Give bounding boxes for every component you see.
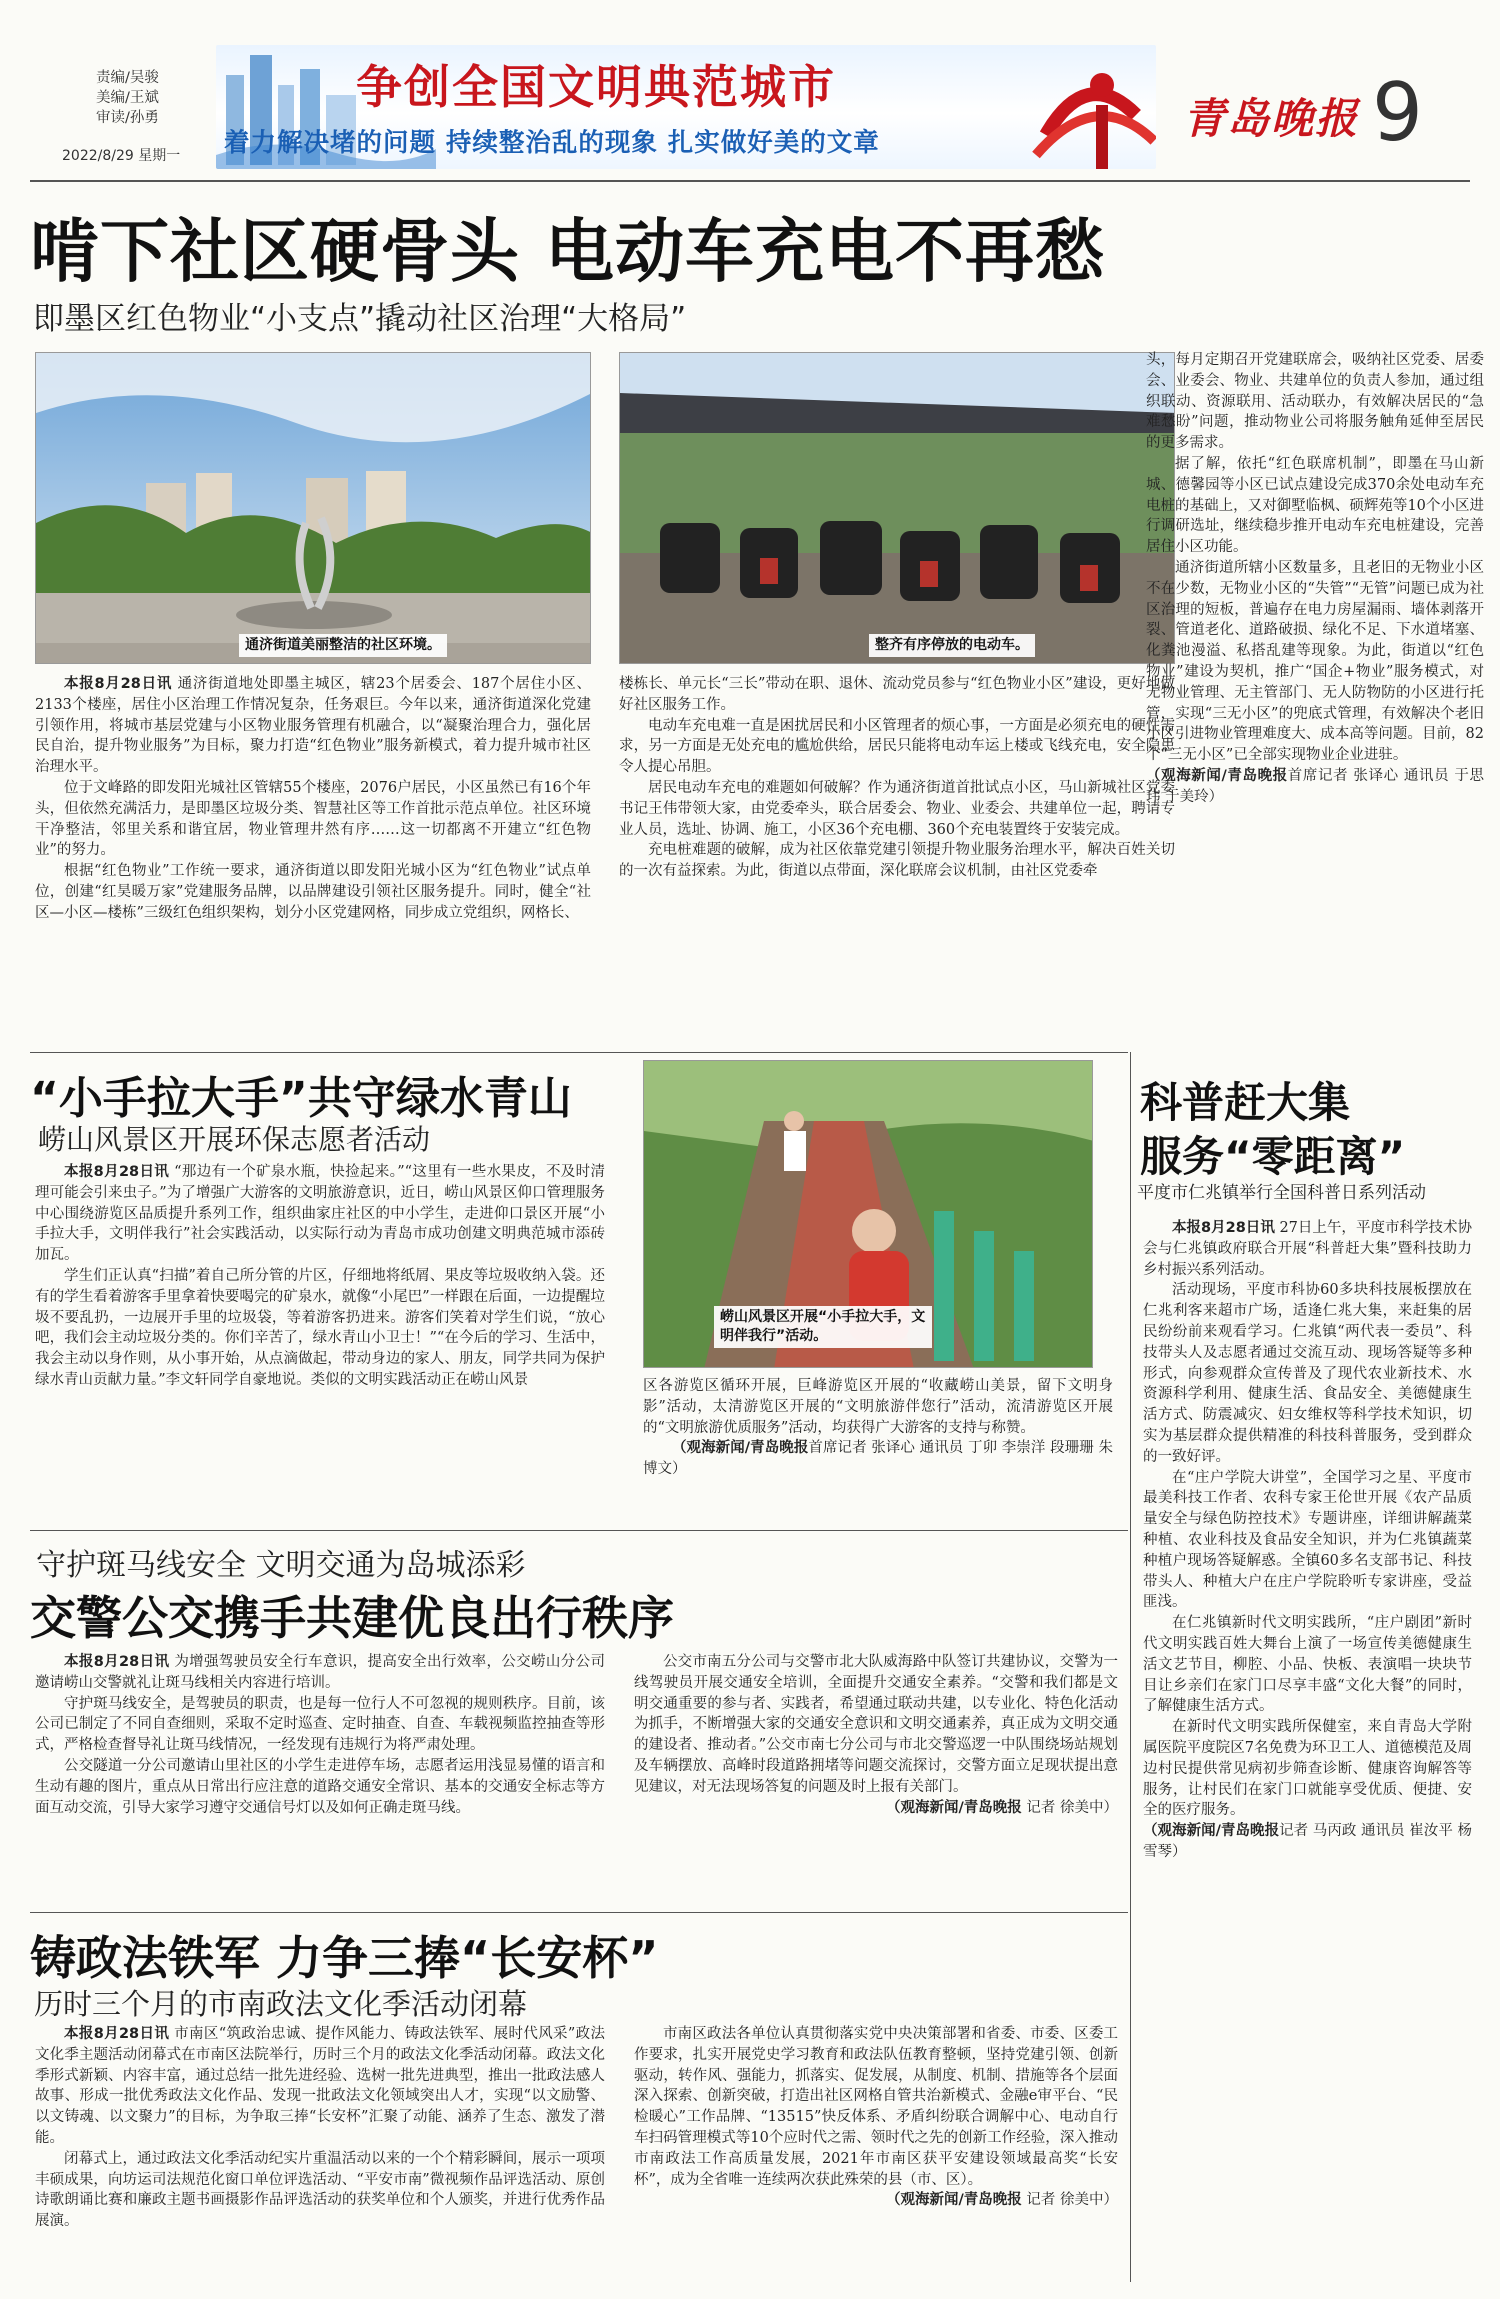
paragraph [35, 1652, 605, 1694]
paragraph [1143, 1468, 1472, 1614]
article4-kicker: 守护斑马线安全 文明交通为岛城添彩 [36, 1548, 526, 1583]
ebike-image [620, 353, 1175, 664]
volunteer-photo-caption: 崂山风景区开展“小手拉大手，文明伴我行”活动。 [714, 1306, 932, 1348]
paragraph [1143, 1280, 1472, 1467]
credit-reporters: 记者 徐美中） [1026, 2192, 1118, 2209]
paragraph [619, 840, 1175, 882]
paragraph-text: 电动车充电难一直是困扰居民和小区管理者的烦心事，一方面是必须充电的硬性需求，另一方面是无处充电的尴尬供给，居民只能将电动车运上楼或飞线充电，安全隐患令人提心吊胆。 [619, 717, 1175, 776]
credit-source: （观海新闻/青岛晚报 [885, 1799, 1022, 1816]
article4-credit [634, 1798, 1118, 1819]
paragraph [1146, 350, 1484, 454]
paragraph-text: 在新时代文明实践所保健室，来自青岛大学附属医院平度院区7名免费为环卫工人、道德模范及周边村民提供常见病初步筛查诊断、健康咨询解答等服务，让村民们在家门口就能享受优质、便捷、安全的医疗服务。 [1143, 1719, 1472, 1819]
paragraph-text: 根据“红色物业”工作统一要求，通济街道以即发阳光城小区为“红色物业”试点单位，创建“红昊暖万家”党建服务品牌，以品牌建设引领社区服务提升。同时，健全“社区—小区—楼栋”三级红色组织架构，划分小区党建网格，同步成立党组织，网格长、 [35, 863, 591, 921]
paragraph [35, 1266, 605, 1391]
article3-subhead: 平度市仁兆镇举行全国科普日系列活动 [1137, 1183, 1426, 1203]
paragraph [35, 2149, 605, 2232]
banner-title: 争创全国文明典范城市 [356, 60, 836, 114]
community-photo-caption: 通济街道美丽整洁的社区环境。 [239, 634, 447, 657]
header-rule [30, 180, 1470, 182]
article3-credit [1143, 1821, 1472, 1863]
paragraph-text: 通济街道地处即墨主城区，辖23个居委会、187个居住小区、2133个楼座，居住小区治理工作情况复杂，任务艰巨。今年以来，通济街道深化党建引领作用，将城市基层党建与小区物业服务管理有机融合，以“凝聚治理合力，强化居民自治，提升物业服务”为目标，聚力打造“红色物业”服务新模式，着力提升城市社区治理水平。 [35, 676, 592, 776]
paragraph [35, 861, 591, 923]
paragraph-text: 活动现场，平度市科协60多块科技展板摆放在仁兆利客来超市广场，适逢仁兆大集，来赶集的居民纷纷前来观看学习。仁兆镇“两代表一委员”、科技带头人及志愿者通过交流互动、现场答疑等多种形式，向参观群众宣传普及了现代农业新技术、水资源科学利用、健康生活、食品安全、美德健康生活方式、防震减灾、妇女维权等科学技术知识，切实为基层群众提供精准的科技科普服务，受到群众的一致好评。 [1143, 1282, 1472, 1465]
paragraph [35, 1694, 605, 1756]
paragraph [619, 674, 1175, 716]
ebike-photo [619, 352, 1175, 664]
credit-source: （观海新闻/青岛晚报 [885, 2192, 1022, 2209]
article2-headline: “小手拉大手”共守绿水青山 [30, 1073, 572, 1124]
credit-reporters: 首席记者 张译心 通讯员 丁卯 李崇洋 段珊珊 朱博文） [643, 1440, 1114, 1478]
editor-credits [96, 68, 216, 128]
article1-headline: 啃下社区硬骨头 电动车充电不再愁 [30, 212, 1106, 292]
article5-column2 [634, 2024, 1118, 2211]
page-number: 9 [1372, 66, 1423, 159]
article2-column2 [643, 1376, 1113, 1480]
credit-source: （观海新闻/青岛晚报 [672, 1440, 809, 1457]
credit-reporters: 首席记者 张译心 通讯员 于思玮 于美玲） [1146, 767, 1485, 805]
paragraph-text: 在仁兆镇新时代文明实践所，“庄户剧团”新时代文明实践百姓大舞台上演了一场宣传美德健康生活文艺节目，柳腔、小品、快板、表演唱一块块节目让乡亲们在家门口尽享丰盛“文化大餐”的同时，了解健康生活方式。 [1143, 1615, 1472, 1715]
article4-column2 [634, 1652, 1118, 1819]
paragraph [35, 1756, 605, 1818]
paragraph-text: “那边有一个矿泉水瓶，快捡起来。”“这里有一些水果皮，不及时清理可能会引来虫子。”为了增强广大游客的文明旅游意识，近日，崂山风景区仰口管理服务中心围绕游览区品质提升系列工作，组织曲家庄社区的中小学生，走进仰口景区开展“小手拉大手，文明伴我行”社会实践活动，以实际行动为青岛市成功创建文明典范城市添砖加瓦。 [35, 1164, 605, 1264]
paragraph-text: 通济街道所辖小区数量多，且老旧的无物业小区不在少数，无物业小区的“失管”“无管”问题已成为社区治理的短板，普遍存在电力房屋漏雨、墙体剥落开裂、管道老化、道路破损、绿化不足、下水道堵塞、化粪池漫溢、私搭乱建等现象。为此，街道以“红色物业”建设为契机，推广“国企+物业”服务模式，对无物业管理、无主管部门、无人防物防的小区进行托管，实现“三无小区”的兜底式管理，有效解决个老旧小区引进物业管理难度大、成本高等问题。目前，82个“三无小区”已全部实现物业企业进驻。 [1146, 559, 1484, 764]
article3-headline-line1: 科普赶大集 [1140, 1078, 1351, 1127]
volunteer-photo [643, 1060, 1093, 1368]
ebike-photo-caption: 整齐有序停放的电动车。 [869, 634, 1035, 657]
paragraph [619, 778, 1175, 840]
article2-column1 [35, 1162, 605, 1391]
newspaper-logo: 青岛晚报 [1183, 94, 1360, 143]
paragraph-text: 在“庄户学院大讲堂”，全国学习之星、平度市最美科技工作者、农科专家王伦世开展《农产品质量安全与绿色防控技术》专题讲座，详细讲解蔬菜种植、农业科技及食品安全知识，并为仁兆镇蔬菜种植户现场答疑解惑。全镇60多名支部书记、科技带头人、种植大户在庄户学院聆听专家讲座，受益匪浅。 [1143, 1469, 1472, 1611]
credit-reporters: 记者 马丙政 通讯员 崔汝平 杨雪琴） [1143, 1823, 1473, 1861]
article5-headline: 铸政法铁军 力争三捧“长安杯” [30, 1931, 659, 1985]
paragraph [1143, 1218, 1472, 1280]
banner-slogan: 着力解决堵的问题 持续整治乱的现象 扎实做好美的文章 [224, 128, 880, 158]
community-photo [35, 352, 591, 664]
paragraph-text: 闭幕式上，通过政法文化季活动纪实片重温活动以来的一个个精彩瞬间，展示一项项丰硕成果，向坊运司法规范化窗口单位评选活动、“平安市南”微视频作品评选活动、原创诗歌朗诵比赛和廉政主题书画摄影作品评选活动的获奖单位和个人颁奖，并进行优秀作品展演。 [35, 2150, 605, 2230]
paragraph-text: 位于文峰路的即发阳光城社区管辖55个楼座，2076户居民，小区虽然已有16个年头，但依然充满活力，是即墨区垃圾分类、智慧社区等工作首批示范点单位。社区环境干净整洁，邻里关系和谐宜居，物业管理井然有序……这一切都离不开建立“红色物业”的努力。 [35, 779, 591, 859]
paragraph-text: 公交隧道一分公司邀请山里社区的小学生走进停车场，志愿者运用浅显易懂的语言和生动有趣的图片，重点从日常出行应注意的道路交通安全常识、基本的交通安全标志等方面互动交流，引导大家学习遵守交通信号灯以及如何正确走斑马线。 [35, 1757, 605, 1816]
paragraph [35, 778, 591, 861]
campaign-banner [216, 45, 1156, 169]
paragraph [619, 716, 1175, 778]
paragraph-text: 据了解，依托“红色联席机制”，即墨在马山新城、德馨园等小区已试点建设完成370余处电动车充电桩的基础上，又对御墅临枫、硕辉苑等10个小区进行调研选址，继续稳步推开电动车充电桩建设，完善居住小区功能。 [1146, 455, 1484, 556]
paragraph [1146, 454, 1484, 558]
dateline: 本报8月28日讯 [64, 676, 173, 692]
paragraph-text: 为增强驾驶员安全行车意识，提高安全出行效率，公交崂山分公司邀请崂山交警就礼让斑马线相关内容进行培训。 [35, 1654, 606, 1691]
article3-headline-line2: 服务“零距离” [1140, 1132, 1406, 1181]
paragraph [1143, 1717, 1472, 1821]
paragraph [643, 1376, 1113, 1438]
article2-credit [643, 1438, 1113, 1480]
credit-source: （观海新闻/青岛晚报 [1143, 1823, 1280, 1840]
article5-credit [634, 2190, 1118, 2211]
section-rule [30, 1052, 1128, 1053]
community-image [36, 353, 591, 664]
paragraph-text: 居民电动车充电的难题如何破解？作为通济街道首批试点小区，马山新城社区党委书记王伟带领大家，由党委牵头，联合居委会、物业、业委会、共建单位一起，聘请专业人员，选址、协调、施工，小区36个充电棚、360个充电装置终于安装完成。 [619, 779, 1175, 838]
article1-column1 [35, 674, 591, 924]
paragraph-text: 市南区“筑政治忠诚、提作风能力、铸政法铁军、展时代风采”政法文化季主题活动闭幕式在市南区法院举行，历时三个月的政法文化季活动闭幕。政法文化季形式新颖、内容丰富，通过总结一批先进经验、选树一批先进典型，推出一批政法感人故事、形成一批优秀政法文化作品、发现一批政法文化领域突出人才，实现“以文励警、以文铸魂、以文聚力”的目标，为争取三捧“长安杯”汇聚了动能、涵养了生态、激发了潜能。 [35, 2026, 605, 2146]
column-rule [1130, 1052, 1131, 2282]
dateline: 本报8月28日讯 [64, 1164, 170, 1180]
dateline: 本报8月28日讯 [64, 1654, 170, 1670]
article1-column2 [619, 674, 1175, 882]
editor-line: 责编/吴骏 [96, 70, 159, 86]
article1-subhead: 即墨区红色物业“小支点”撬动社区治理“大格局” [33, 301, 687, 337]
article4-headline: 交警公交携手共建优良出行秩序 [30, 1591, 674, 1645]
paragraph [1143, 1613, 1472, 1717]
article1-credit [1146, 766, 1484, 808]
article5-column1 [35, 2024, 605, 2232]
dateline: 本报8月28日讯 [64, 2026, 170, 2042]
paragraph [35, 674, 591, 778]
paragraph [634, 2024, 1118, 2190]
issue-date: 2022/8/29 星期一 [62, 148, 181, 164]
page-header [0, 0, 1500, 170]
article1-column3 [1146, 350, 1484, 808]
dateline: 本报8月28日讯 [1172, 1220, 1275, 1236]
credit-source: （观海新闻/青岛晚报 [1146, 767, 1288, 784]
section-rule [30, 1530, 1128, 1531]
paragraph-text: 头，每月定期召开党建联席会，吸纳社区党委、居委会、业委会、物业、共建单位的负责人参加，通过组织联动、资源联用、活动联办，有效解决居民的“急难愁盼”问题，推动物业公司将服务触角延伸至居民的更多需求。 [1146, 352, 1484, 452]
article4-column1 [35, 1652, 605, 1818]
paragraph-text: 公交市南五分公司与交警市北大队威海路中队签订共建协议，交警为一线驾驶员开展交通安全培训，全面提升交通安全素养。“交警和我们都是文明交通重要的参与者、实践者，希望通过联动共建，以专业化、特色化活动为抓手，不断增强大家的交通安全意识和文明交通素养，真正成为文明交通的建设者、推动者。”公交市南七分公司与市北交警巡逻一中队围绕场站规划及车辆摆放、高峰时段道路拥堵等问题交流探讨，交警方面立足现状提出意见建议，对无法现场答复的问题及时上报有关部门。 [634, 1654, 1118, 1795]
article2-subhead: 崂山风景区开展环保志愿者活动 [38, 1123, 431, 1156]
paragraph-text: 守护斑马线安全，是驾驶员的职责，也是每一位行人不可忽视的规则秩序。目前，该公司已制定了不同自查细则，采取不定时巡查、定时抽查、自查、车载视频监控抽查等形式，严格检查督导礼让斑马线情况，一经发现有违规行为将严肃处理。 [35, 1695, 605, 1754]
paragraph [35, 1162, 605, 1266]
paragraph [634, 1652, 1118, 1798]
editor-line: 审读/孙勇 [96, 110, 159, 126]
paragraph-text: 楼栋长、单元长“三长”带动在职、退休、流动党员参与“红色物业小区”建设，更好地做好社区服务工作。 [619, 676, 1175, 713]
city-tower-graphic [1016, 45, 1156, 169]
paragraph-text: 区各游览区循环开展，巨峰游览区开展的“收藏崂山美景，留下文明身影”活动，太清游览区开展的“文明旅游伴您行”活动，流清游览区开展的“文明旅游优质服务”活动，均获得广大游客的支持与称赞。 [643, 1378, 1113, 1436]
article5-subhead: 历时三个月的市南政法文化季活动闭幕 [34, 1987, 528, 2021]
credit-reporters: 记者 徐美中） [1026, 1799, 1118, 1816]
paragraph-text: 市南区政法各单位认真贯彻落实党中央决策部署和省委、市委、区委工作要求，扎实开展党史学习教育和政法队伍教育整顿，坚持党建引领、创新驱动，转作风、强能力，抓落实、促发展，从制度、机制、措施等各个层面深入探索、创新突破，打造出社区网格自管共治新模式、金融e审平台、“民检暖心”工作品牌、“13515”快反体系、矛盾纠纷联合调解中心、电动自行车扫码管理模式等10个应时代之需、领时代之先的创新工作经验，深入推动市南政法工作高质量发展，2021年市南区获平安建设领域最高奖“长安杯”，成为全省唯一连续两次获此殊荣的县（市、区）。 [634, 2026, 1118, 2188]
article3-column [1143, 1218, 1472, 1863]
paragraph-text: 学生们正认真“扫描”着自己所分管的片区，仔细地将纸屑、果皮等垃圾收纳入袋。还有的学生看着游客手里拿着快要喝完的矿泉水，就像“小尾巴”一样跟在后面，一边提醒垃圾不要乱扔，一边展开手里的垃圾袋，等着游客扔进来。游客们笑着对学生们说，“放心吧，我们会主动垃圾分类的。你们辛苦了，绿水青山小卫士！”“在今后的学习、生活中，我会主动以身作则，从小事开始，从点滴做起，带动身边的家人、朋友，同学共同为保护绿水青山贡献力量。”李文轩同学自豪地说。类似的文明实践活动正在崂山风景 [35, 1267, 605, 1388]
section-rule [30, 1912, 1128, 1913]
paragraph-text: 27日上午，平度市科学技术协会与仁兆镇政府联合开展“科普赶大集”暨科技助力乡村振兴系列活动。 [1143, 1220, 1472, 1278]
paragraph-text: 充电桩难题的破解，成为社区依靠党建引领提升物业服务治理水平，解决百姓关切的一次有益探索。为此，街道以点带面，深化联席会议机制，由社区党委牵 [619, 842, 1175, 880]
paragraph [1146, 558, 1484, 766]
editor-line: 美编/王斌 [96, 90, 159, 106]
paragraph [35, 2024, 605, 2149]
